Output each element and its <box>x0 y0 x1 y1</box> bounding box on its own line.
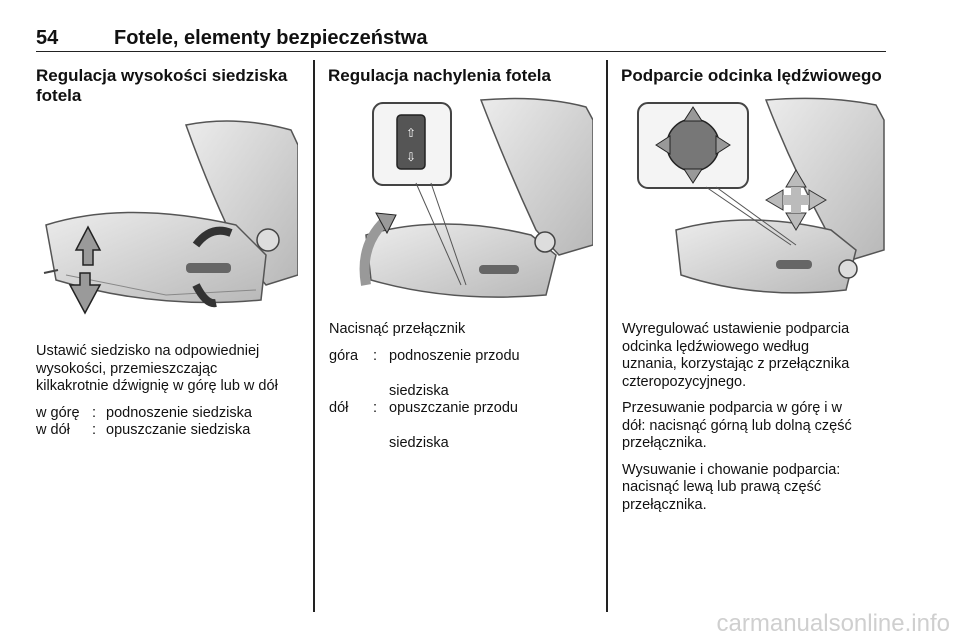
section-title: Regulacja wysokości siedziska fotela <box>36 66 288 105</box>
paragraph: Przesuwanie podparcia w górę i w dół: nacisnąć górną lub dolną część przełącznika. <box>622 400 852 451</box>
lumbar-support-illustration <box>626 95 888 307</box>
column-divider <box>313 60 315 612</box>
seat-tilt-illustration <box>331 95 593 307</box>
svg-text:⇩: ⇩ <box>405 150 417 164</box>
section-body <box>622 321 892 523</box>
four-way-switch-icon <box>667 119 719 171</box>
section-body <box>36 343 306 440</box>
page-header <box>36 27 886 52</box>
section-lumbar-support <box>621 66 891 86</box>
section-title: Regulacja nachylenia fotela <box>328 66 551 85</box>
paragraph: Wyregulować ustawienie podparcia odcinka lędźwiowego według uznania, korzystając z przełącznika czteropozycyjnego. <box>622 321 850 390</box>
section-seat-tilt <box>328 66 598 86</box>
svg-text:⇧: ⇧ <box>405 126 417 140</box>
section-body <box>329 321 601 453</box>
section-title: Podparcie odcinka lędźwiowego <box>621 66 882 85</box>
watermark: carmanualsonline.info <box>716 610 950 637</box>
instruction-text: Ustawić siedzisko na odpowiedniej wysokości, przemieszczając kilkakrotnie dźwignię w górę lub w dół <box>36 343 278 394</box>
paragraph: Wysuwanie i chowanie podparcia: nacisnąć lewą lub prawą część przełącznika. <box>622 461 841 513</box>
seat-height-illustration <box>36 115 298 325</box>
definition-list: góra : podnoszenie przodu siedziska dół : opuszczanie przodu siedziska <box>329 347 520 451</box>
page-number: 54 <box>36 27 59 49</box>
instruction-text: Nacisnąć przełącznik <box>329 321 466 337</box>
page-title: Fotele, elementy bezpieczeństwa <box>114 27 428 49</box>
section-seat-height <box>36 66 306 106</box>
column-divider <box>606 60 608 612</box>
definition-list: w górę : podnoszenie siedziska w dół : opuszczanie siedziska <box>36 404 252 438</box>
